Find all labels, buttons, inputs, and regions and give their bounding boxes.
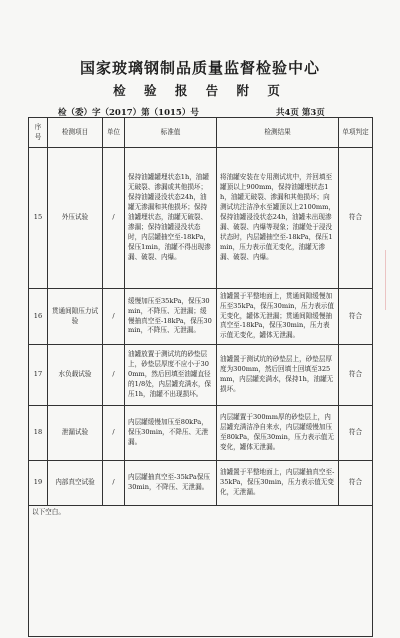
row-no: 16 (29, 289, 48, 345)
table-row (29, 148, 373, 289)
row-no: 15 (29, 148, 48, 289)
row-unit: / (103, 461, 125, 506)
col-header-no: 序号 (29, 118, 48, 148)
row-result: 将油罐安装在专用测试坑中，并回填至罐顶以上900mm，保持油罐埋状态1h，油罐无破裂、渗漏和其他损坏；向测试坑注洁净水至罐顶以上2100mm，保持油罐浸没状态24h，油罐未出现渗漏、破裂、内爆等现象；油罐处于浸没状态时，内层罐抽空至-18kPa，保压1min，压力表示值无变化，油罐无渗漏、破裂、内爆。 (217, 148, 339, 289)
col-header-result: 检测结果 (217, 118, 339, 148)
col-header-unit: 单位 (103, 118, 125, 148)
row-no: 18 (29, 406, 48, 461)
row-unit: / (103, 148, 125, 289)
row-standard: 油罐放置于测试坑的砂垫层上，砂垫层厚度不应小于300mm，然后回填至油罐直径的1/8处，内层罐充满水，保压1h，油罐不出现损坏。 (125, 345, 217, 406)
row-verdict: 符合 (339, 406, 373, 461)
col-header-item: 检测项目 (48, 118, 103, 148)
row-standard: 内层罐缓慢加压至80kPa，保压30min，不降压、无泄漏。 (125, 406, 217, 461)
page-info: 共4页 第3页 (276, 108, 325, 118)
col-header-verdict: 单项判定 (339, 118, 373, 148)
doc-title: 检 验 报 告 附 页 (113, 83, 287, 98)
row-result: 油罐置于测试坑的砂垫层上，砂垫层厚度为300mm，然后回填土回填至325mm，内层罐充满水，保持1h，油罐无损坏。 (217, 345, 339, 406)
row-result: 油罐置于平整地面上，内层罐抽真空至-35kPa，保压30min，压力表示值无变化，无泄漏。 (217, 461, 339, 506)
table-header-row (29, 118, 373, 148)
report-number: 检（委）字（2017）第（1015）号 (58, 108, 199, 118)
row-verdict: 符合 (339, 345, 373, 406)
row-result: 油罐置于平整地面上，贯通间隙缓慢加压至35kPa，保压30min，压力表示值无变化，罐体无泄漏；贯通间隙缓慢抽真空至-18kPa，保压30min，压力表示值无变化，罐体无泄漏。 (217, 289, 339, 345)
row-result: 内层罐置于300mm厚的砂垫层上，内层罐充满洁净自来水，内层罐缓慢加压至80kPa，保压30min，压力表示值无变化，罐体无泄漏。 (217, 406, 339, 461)
blank-footer-row (29, 506, 373, 637)
row-standard: 内层罐抽真空至-35kPa保压30min，不降压、无泄漏。 (125, 461, 217, 506)
row-item: 外压试验 (48, 148, 103, 289)
row-unit: / (103, 406, 125, 461)
col-header-standard: 标准值 (125, 118, 217, 148)
row-verdict: 符合 (339, 461, 373, 506)
table-row (29, 406, 373, 461)
inspection-table (28, 117, 373, 637)
row-no: 17 (29, 345, 48, 406)
row-item: 内部真空试验 (48, 461, 103, 506)
table-row (29, 289, 373, 345)
row-item: 泄漏试验 (48, 406, 103, 461)
row-item: 贯通间隙压力试验 (48, 289, 103, 345)
row-standard: 缓慢加压至35kPa，保压30min，不降压、无泄漏；缓慢抽真空至-18kPa，保压30min，不降压、无泄漏。 (125, 289, 217, 345)
footer-note: 以下空白。 (29, 506, 373, 637)
row-verdict: 符合 (339, 148, 373, 289)
org-title: 国家玻璃钢制品质量监督检验中心 (79, 59, 320, 77)
row-unit: / (103, 345, 125, 406)
row-unit: / (103, 289, 125, 345)
seal-edge-mark (385, 250, 400, 310)
row-item: 水负载试验 (48, 345, 103, 406)
table-row (29, 461, 373, 506)
row-verdict: 符合 (339, 289, 373, 345)
row-standard: 保持油罐罐埋状态1h，油罐无破裂、渗漏或其他损坏；保持油罐浸没状态24h，油罐无渗漏和其他损坏；保持油罐埋状态，油罐无破裂、渗漏；保持油罐浸没状态时，内层罐抽空至-18kPa，保压1min，油罐不得出现渗漏、破裂、内爆。 (125, 148, 217, 289)
row-no: 19 (29, 461, 48, 506)
table-row (29, 345, 373, 406)
